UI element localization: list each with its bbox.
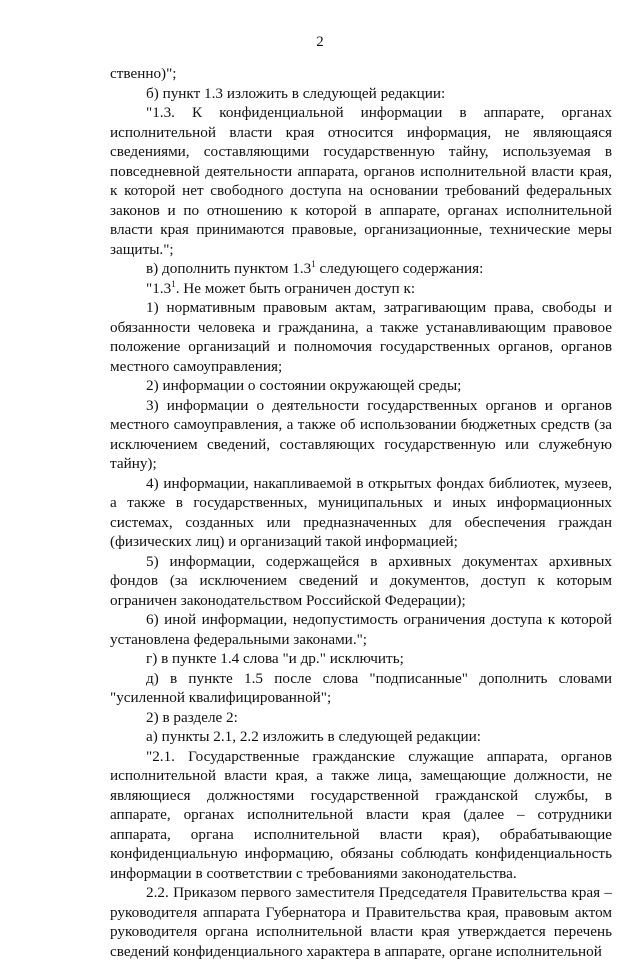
paragraph: 4) информации, накапливаемой в открытых фондах библиотек, музеев, а также в государственных, муниципальных и иных информационных системах, созданных или предназначенных для обеспечения граждан (физических лиц) и организаций такой информацией;: [110, 474, 612, 550]
paragraph: 5) информации, содержащейся в архивных документах архивных фондов (за исключением сведений и документов, доступ к которым ограничен законодательством Российской Федерации);: [110, 552, 612, 609]
paragraph: "1.3. К конфиденциальной информации в аппарате, органах исполнительной власти края относится информация, не являющаяся сведениями, составляющими государственную тайну, используемая в повседневной деятельности аппарата, органов исполнительной власти края, к которой нет свободного доступа на основании требований федеральных законов и по отношению к которой в аппарате, органах исполнительной власти края принимаются правовые, организационные, технические меры защиты.";: [110, 104, 612, 258]
paragraph: а) пункты 2.1, 2.2 изложить в следующей редакции:: [146, 728, 481, 745]
paragraph-text: в) дополнить пунктом 1.3: [146, 260, 312, 277]
paragraph: ственно)";: [110, 65, 177, 82]
paragraph: г) в пункте 1.4 слова "и др." исключить;: [146, 650, 404, 667]
paragraph: 6) иной информации, недопустимость ограничения доступа к которой установлена федеральными законами.";: [110, 611, 612, 648]
paragraph-text: "1.3: [146, 279, 172, 297]
paragraph: б) пункт 1.3 изложить в следующей редакции:: [146, 84, 446, 102]
paragraph-text: следующего содержания:: [315, 260, 484, 277]
paragraph: "2.1. Государственные гражданские служащие аппарата, органов исполнительной власти края, а также лица, замещающие должности, не являющиеся должностями государственной гражданской службы, в аппарате, органах исполнительной власти края (далее – сотрудники аппарата, органа исполнительной власти края), обрабатывающие конфиденциальную информацию, обязаны соблюдать конфиденциальность информации в соответствии с требованиями законодательства.: [110, 747, 612, 882]
paragraph: [110, 279, 612, 299]
document-body: [110, 64, 612, 961]
page-number: 2: [316, 34, 324, 50]
paragraph: 2) в разделе 2:: [146, 708, 238, 726]
paragraph-text: . Не может быть ограничен доступ к:: [175, 279, 416, 297]
paragraph: 3) информации о деятельности государственных органов и органов местного самоуправления, а также об использовании бюджетных средств (за исключением сведений, составляющих государственную или служебную тайну);: [110, 396, 612, 472]
paragraph: 2) информации о состоянии окружающей среды;: [146, 377, 462, 394]
paragraph: 1) нормативным правовым актам, затрагивающим права, свободы и обязанности человека и гражданина, а также устанавливающим правовое положение организаций и полномочия государственных органов, органов местного самоуправления;: [110, 299, 612, 375]
paragraph: [110, 259, 612, 279]
paragraph: д) в пункте 1.5 после слова "подписанные" дополнить словами "усиленной квалифицированной";: [110, 669, 612, 706]
superscript: 1: [311, 258, 316, 269]
superscript: 1: [171, 278, 176, 289]
paragraph: 2.2. Приказом первого заместителя Председателя Правительства края – руководителя аппарата Губернатора и Правительства края, правовым актом руководителя органа исполнительной власти края утверждается перечень сведений конфиденциального характера в аппарате, органе исполнительной: [110, 884, 612, 960]
